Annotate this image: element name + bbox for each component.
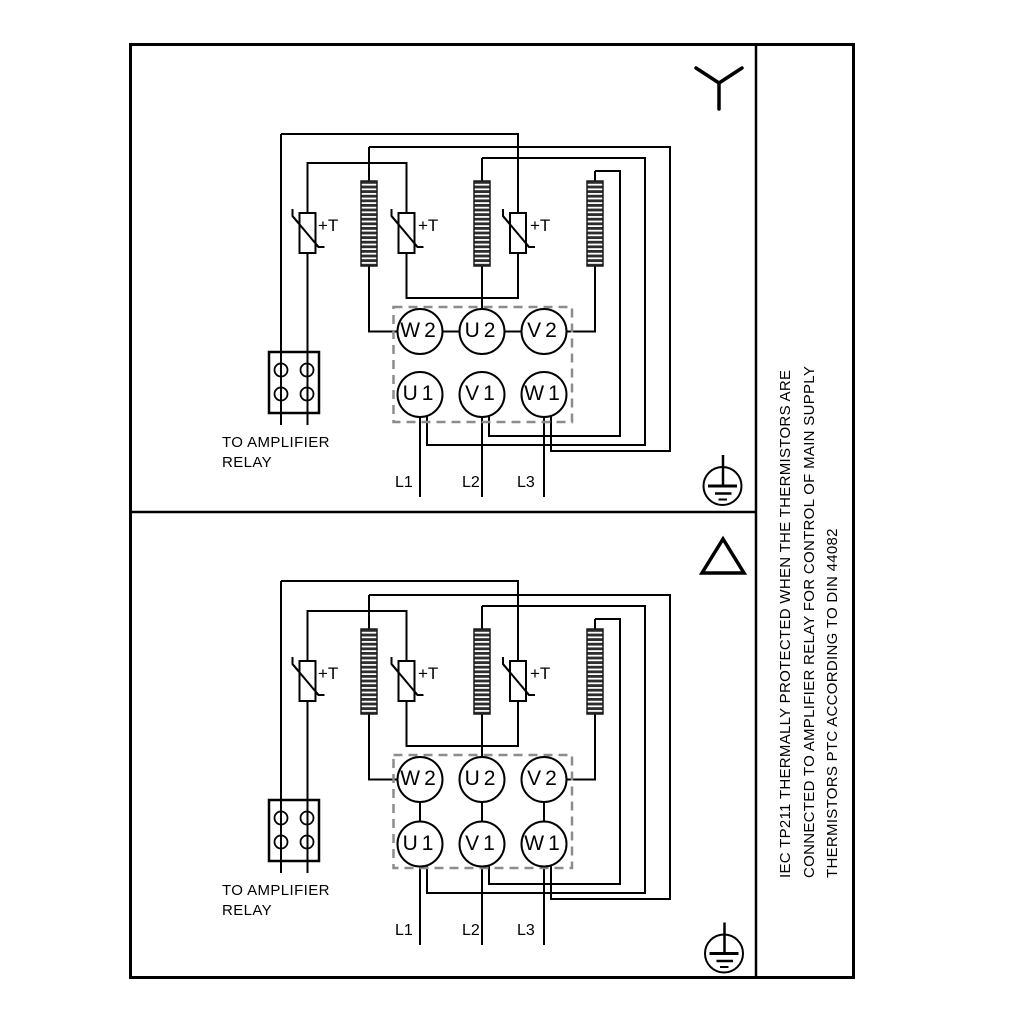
terminal-label-u2: U2 [464,319,500,342]
ground-icon [705,923,743,973]
thermistor-label: +T [418,664,439,683]
relay-note-line1: TO AMPLIFIER [222,882,330,899]
relay-note-line2: RELAY [222,454,273,471]
star-panel-graphics [269,68,742,505]
mains-label-l3: L3 [517,474,535,491]
thermistor-label: +T [418,216,439,235]
mains-label-l2: L2 [462,922,480,939]
delta-panel-graphics [269,539,744,973]
terminal-label-w2: W2 [400,319,440,342]
side-note [774,44,845,878]
thermistor-label: +T [530,664,551,683]
thermistor-label: +T [530,216,551,235]
terminal-label-w1: W1 [524,382,564,405]
relay-note-line2: RELAY [222,902,273,919]
terminal-label-w1: W1 [524,832,564,855]
terminal-label-v1: V1 [465,382,499,405]
ground-icon [704,455,742,505]
thermistor-label: +T [318,664,339,683]
mains-label-l2: L2 [462,474,480,491]
delta-symbol-icon [702,539,744,573]
terminal-label-u2: U2 [464,767,500,790]
side-note-line3: THERMISTORS PTC ACCORDING TO DIN 44082 [824,528,841,878]
mains-label-l3: L3 [517,922,535,939]
amplifier-relay-connector [269,800,319,861]
terminal-label-u1: U1 [402,832,438,855]
star-symbol-icon [696,68,742,109]
terminal-label-u1: U1 [402,382,438,405]
side-note-line2: CONNECTED TO AMPLIFIER RELAY FOR CONTROL OF MAIN SUPPLY [800,365,818,878]
mains-label-l1: L1 [395,474,413,491]
terminal-label-v2: V2 [527,319,561,342]
mains-label-l1: L1 [395,922,413,939]
terminal-label-v1: V1 [465,832,499,855]
thermistor-label: +T [318,216,339,235]
terminal-label-w2: W2 [400,767,440,790]
side-note-line1: IEC TP211 THERMALLY PROTECTED WHEN THE THERMISTORS ARE [777,369,794,878]
amplifier-relay-connector [269,352,319,413]
relay-note-line1: TO AMPLIFIER [222,434,330,451]
terminal-label-v2: V2 [527,767,561,790]
